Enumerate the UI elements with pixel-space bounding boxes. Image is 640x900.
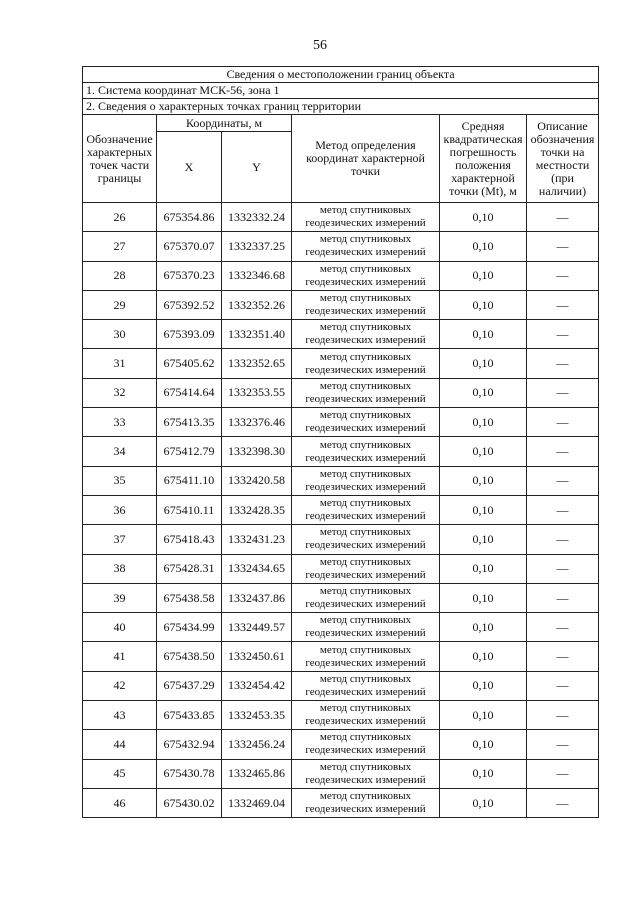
x-coordinate-cell: 675370.07 bbox=[157, 232, 222, 261]
table-body bbox=[83, 67, 599, 818]
x-coordinate-cell: 675438.50 bbox=[157, 642, 222, 671]
x-coordinate-cell: 675414.64 bbox=[157, 378, 222, 407]
table-row bbox=[83, 554, 599, 583]
y-coordinate-cell: 1332450.61 bbox=[222, 642, 292, 671]
description-cell: — bbox=[527, 642, 599, 671]
description-cell: — bbox=[527, 320, 599, 349]
description-cell: — bbox=[527, 701, 599, 730]
method-cell: метод спутниковых геодезических измерений bbox=[292, 349, 440, 378]
y-coordinate-cell: 1332352.26 bbox=[222, 290, 292, 319]
point-number-cell: 46 bbox=[83, 788, 157, 817]
method-cell: метод спутниковых геодезических измерений bbox=[292, 495, 440, 524]
method-cell: метод спутниковых геодезических измерений bbox=[292, 408, 440, 437]
description-cell: — bbox=[527, 378, 599, 407]
x-coordinate-cell: 675392.52 bbox=[157, 290, 222, 319]
y-coordinate-cell: 1332454.42 bbox=[222, 671, 292, 700]
description-cell: — bbox=[527, 232, 599, 261]
y-coordinate-cell: 1332337.25 bbox=[222, 232, 292, 261]
x-coordinate-cell: 675433.85 bbox=[157, 701, 222, 730]
x-coordinate-cell: 675370.23 bbox=[157, 261, 222, 290]
y-coordinate-cell: 1332332.24 bbox=[222, 203, 292, 232]
point-number-cell: 28 bbox=[83, 261, 157, 290]
description-cell: — bbox=[527, 290, 599, 319]
method-cell: метод спутниковых геодезических измерений bbox=[292, 759, 440, 788]
table-row bbox=[83, 261, 599, 290]
description-cell: — bbox=[527, 554, 599, 583]
table-row bbox=[83, 466, 599, 495]
description-cell: — bbox=[527, 788, 599, 817]
x-coordinate-cell: 675437.29 bbox=[157, 671, 222, 700]
x-coordinate-cell: 675411.10 bbox=[157, 466, 222, 495]
method-cell: метод спутниковых геодезических измерений bbox=[292, 525, 440, 554]
description-cell: — bbox=[527, 349, 599, 378]
description-cell: — bbox=[527, 203, 599, 232]
accuracy-cell: 0,10 bbox=[440, 261, 527, 290]
method-cell: метод спутниковых геодезических измерений bbox=[292, 642, 440, 671]
table-row bbox=[83, 320, 599, 349]
x-coordinate-cell: 675405.62 bbox=[157, 349, 222, 378]
point-number-cell: 26 bbox=[83, 203, 157, 232]
x-coordinate-cell: 675418.43 bbox=[157, 525, 222, 554]
method-cell: метод спутниковых геодезических измерений bbox=[292, 290, 440, 319]
y-coordinate-cell: 1332353.55 bbox=[222, 378, 292, 407]
table-row bbox=[83, 759, 599, 788]
x-coordinate-cell: 675412.79 bbox=[157, 437, 222, 466]
description-cell: — bbox=[527, 261, 599, 290]
description-cell: — bbox=[527, 437, 599, 466]
table-row bbox=[83, 701, 599, 730]
point-number-cell: 30 bbox=[83, 320, 157, 349]
accuracy-cell: 0,10 bbox=[440, 583, 527, 612]
table-row bbox=[83, 203, 599, 232]
method-cell: метод спутниковых геодезических измерений bbox=[292, 583, 440, 612]
y-coordinate-cell: 1332346.68 bbox=[222, 261, 292, 290]
accuracy-cell: 0,10 bbox=[440, 554, 527, 583]
header-x: X bbox=[157, 132, 222, 203]
accuracy-cell: 0,10 bbox=[440, 408, 527, 437]
table-row bbox=[83, 525, 599, 554]
method-cell: метод спутниковых геодезических измерений bbox=[292, 232, 440, 261]
point-number-cell: 34 bbox=[83, 437, 157, 466]
x-coordinate-cell: 675413.35 bbox=[157, 408, 222, 437]
header-y: Y bbox=[222, 132, 292, 203]
point-number-cell: 41 bbox=[83, 642, 157, 671]
accuracy-cell: 0,10 bbox=[440, 290, 527, 319]
table-row bbox=[83, 788, 599, 817]
accuracy-cell: 0,10 bbox=[440, 730, 527, 759]
point-number-cell: 38 bbox=[83, 554, 157, 583]
point-number-cell: 32 bbox=[83, 378, 157, 407]
description-cell: — bbox=[527, 583, 599, 612]
method-cell: метод спутниковых геодезических измерений bbox=[292, 261, 440, 290]
accuracy-cell: 0,10 bbox=[440, 495, 527, 524]
description-cell: — bbox=[527, 495, 599, 524]
table-row bbox=[83, 583, 599, 612]
y-coordinate-cell: 1332456.24 bbox=[222, 730, 292, 759]
y-coordinate-cell: 1332398.30 bbox=[222, 437, 292, 466]
accuracy-cell: 0,10 bbox=[440, 232, 527, 261]
section-heading: 2. Сведения о характерных точках границ территории bbox=[83, 99, 599, 115]
y-coordinate-cell: 1332351.40 bbox=[222, 320, 292, 349]
table-row bbox=[83, 408, 599, 437]
header-description bbox=[527, 115, 599, 203]
x-coordinate-cell: 675432.94 bbox=[157, 730, 222, 759]
point-number-cell: 42 bbox=[83, 671, 157, 700]
accuracy-cell: 0,10 bbox=[440, 788, 527, 817]
header-accuracy-text: Средняя квадратическая погрешность положения характерной точки (Mt), м bbox=[443, 118, 523, 198]
page-number: 56 bbox=[313, 38, 327, 53]
description-cell: — bbox=[527, 613, 599, 642]
accuracy-cell: 0,10 bbox=[440, 671, 527, 700]
x-coordinate-cell: 675393.09 bbox=[157, 320, 222, 349]
method-cell: метод спутниковых геодезических измерений bbox=[292, 613, 440, 642]
y-coordinate-cell: 1332453.35 bbox=[222, 701, 292, 730]
point-number-cell: 37 bbox=[83, 525, 157, 554]
y-coordinate-cell: 1332465.86 bbox=[222, 759, 292, 788]
point-number-cell: 43 bbox=[83, 701, 157, 730]
accuracy-cell: 0,10 bbox=[440, 525, 527, 554]
table-row bbox=[83, 349, 599, 378]
point-number-cell: 36 bbox=[83, 495, 157, 524]
table-row bbox=[83, 642, 599, 671]
header-method bbox=[292, 115, 440, 203]
boundary-points-table bbox=[82, 66, 599, 818]
table-row bbox=[83, 378, 599, 407]
accuracy-cell: 0,10 bbox=[440, 437, 527, 466]
header-point-designation bbox=[83, 115, 157, 203]
header-accuracy bbox=[440, 115, 527, 203]
description-cell: — bbox=[527, 525, 599, 554]
description-cell: — bbox=[527, 408, 599, 437]
y-coordinate-cell: 1332449.57 bbox=[222, 613, 292, 642]
header-point-designation-text: Обозначение характерных точек части границы bbox=[86, 131, 153, 185]
method-cell: метод спутниковых геодезических измерений bbox=[292, 320, 440, 349]
table-row bbox=[83, 730, 599, 759]
header-method-text: Метод определения координат характерной точки bbox=[306, 138, 425, 178]
x-coordinate-cell: 675430.02 bbox=[157, 788, 222, 817]
method-cell: метод спутниковых геодезических измерений bbox=[292, 671, 440, 700]
method-cell: метод спутниковых геодезических измерений bbox=[292, 554, 440, 583]
accuracy-cell: 0,10 bbox=[440, 613, 527, 642]
point-number-cell: 29 bbox=[83, 290, 157, 319]
point-number-cell: 27 bbox=[83, 232, 157, 261]
method-cell: метод спутниковых геодезических измерений bbox=[292, 378, 440, 407]
accuracy-cell: 0,10 bbox=[440, 378, 527, 407]
table-title: Сведения о местоположении границ объекта bbox=[83, 67, 599, 83]
table-row bbox=[83, 437, 599, 466]
x-coordinate-cell: 675434.99 bbox=[157, 613, 222, 642]
table-row bbox=[83, 671, 599, 700]
description-cell: — bbox=[527, 730, 599, 759]
accuracy-cell: 0,10 bbox=[440, 701, 527, 730]
description-cell: — bbox=[527, 466, 599, 495]
point-number-cell: 39 bbox=[83, 583, 157, 612]
table-row bbox=[83, 495, 599, 524]
accuracy-cell: 0,10 bbox=[440, 642, 527, 671]
method-cell: метод спутниковых геодезических измерений bbox=[292, 466, 440, 495]
point-number-cell: 35 bbox=[83, 466, 157, 495]
accuracy-cell: 0,10 bbox=[440, 320, 527, 349]
x-coordinate-cell: 675430.78 bbox=[157, 759, 222, 788]
y-coordinate-cell: 1332431.23 bbox=[222, 525, 292, 554]
coordinate-system-line: 1. Система координат МСК-56, зона 1 bbox=[83, 83, 599, 99]
y-coordinate-cell: 1332434.65 bbox=[222, 554, 292, 583]
description-cell: — bbox=[527, 671, 599, 700]
table-row bbox=[83, 613, 599, 642]
x-coordinate-cell: 675438.58 bbox=[157, 583, 222, 612]
header-coordinates: Координаты, м bbox=[157, 115, 292, 132]
y-coordinate-cell: 1332469.04 bbox=[222, 788, 292, 817]
point-number-cell: 33 bbox=[83, 408, 157, 437]
method-cell: метод спутниковых геодезических измерений bbox=[292, 437, 440, 466]
x-coordinate-cell: 675354.86 bbox=[157, 203, 222, 232]
point-number-cell: 45 bbox=[83, 759, 157, 788]
x-coordinate-cell: 675410.11 bbox=[157, 495, 222, 524]
method-cell: метод спутниковых геодезических измерений bbox=[292, 701, 440, 730]
table-row bbox=[83, 232, 599, 261]
accuracy-cell: 0,10 bbox=[440, 466, 527, 495]
method-cell: метод спутниковых геодезических измерений bbox=[292, 203, 440, 232]
y-coordinate-cell: 1332437.86 bbox=[222, 583, 292, 612]
x-coordinate-cell: 675428.31 bbox=[157, 554, 222, 583]
y-coordinate-cell: 1332420.58 bbox=[222, 466, 292, 495]
point-number-cell: 40 bbox=[83, 613, 157, 642]
accuracy-cell: 0,10 bbox=[440, 203, 527, 232]
y-coordinate-cell: 1332428.35 bbox=[222, 495, 292, 524]
header-description-text: Описание обозначения точки на местности (при наличии) bbox=[530, 118, 595, 198]
point-number-cell: 44 bbox=[83, 730, 157, 759]
y-coordinate-cell: 1332352.65 bbox=[222, 349, 292, 378]
y-coordinate-cell: 1332376.46 bbox=[222, 408, 292, 437]
point-number-cell: 31 bbox=[83, 349, 157, 378]
method-cell: метод спутниковых геодезических измерений bbox=[292, 788, 440, 817]
description-cell: — bbox=[527, 759, 599, 788]
accuracy-cell: 0,10 bbox=[440, 759, 527, 788]
accuracy-cell: 0,10 bbox=[440, 349, 527, 378]
table-row bbox=[83, 290, 599, 319]
method-cell: метод спутниковых геодезических измерений bbox=[292, 730, 440, 759]
